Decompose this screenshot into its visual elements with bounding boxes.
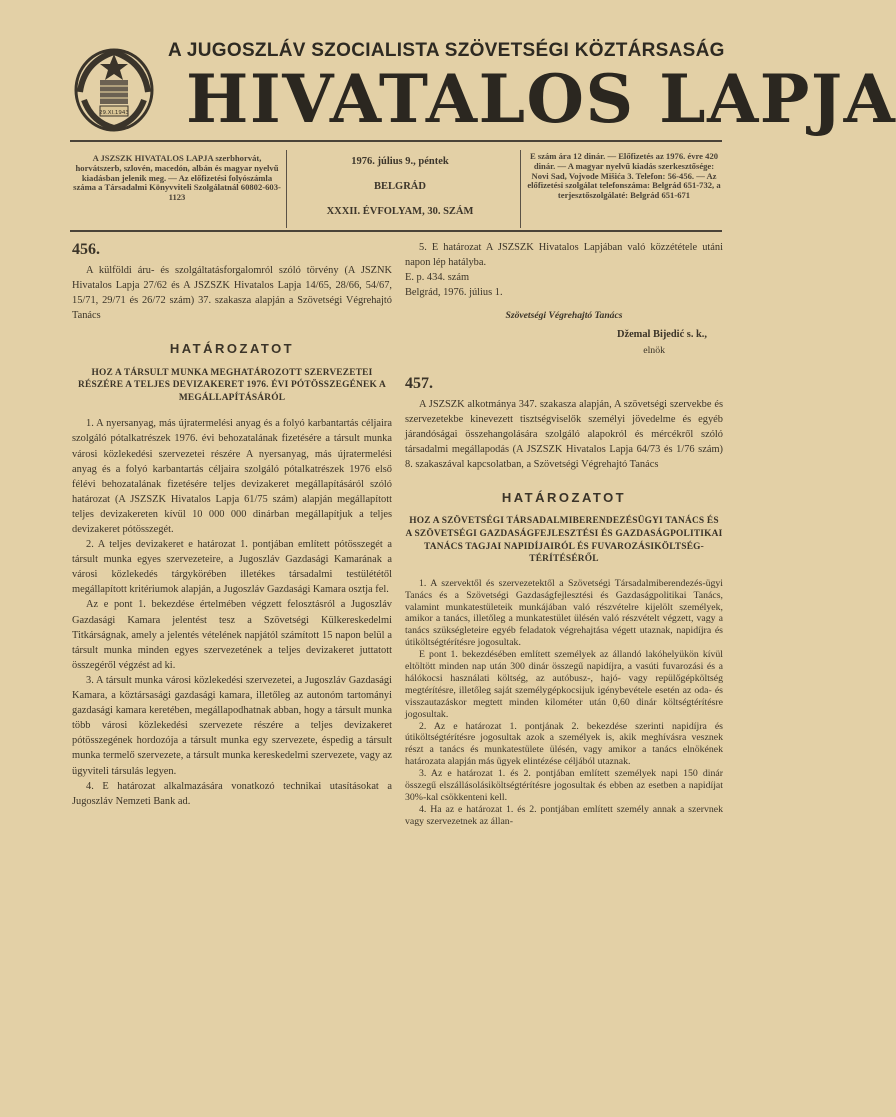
paragraph: 3. A társult munka városi közlekedési szervezetei, a Jugoszláv Gazdasági Kamara, a köztársasági gazdasági kamara, illetőleg az autonóm tartományi gazdasági kamara keretében, megállapodhatnak abban, hogy a társult munka több városi közlekedési szervezete részére a teljes devizakeret pótösszegének hordozója a társult munka egy szervezete, éspedig a társult munka termelő szervezete, a társult munka kereskedelmi szervezete, vagy az ügyviteli társulás legyen. — [72, 674, 392, 777]
decision-heading: HATÁROZATOT — [501, 490, 627, 506]
decision-number: 456. — [72, 241, 100, 258]
paragraph: E pont 1. bekezdésében említett személyek az állandó lakóhelyükön kívül eltöltött minden nap után 300 dinár összegű napidíjra, a vasúti fuvarozási és a hálókocsi használati költség, az autóbusz-, hajó- vagy repülőgépköltség megtérítésre, illetőleg saját személygépkocsijuk igénybevétele esetén az oda- és visszautazáskor megtett minden kilométer után 0,60 dinár költségtérítésre jogosultak. — [405, 649, 723, 720]
paragraph: 3. Az e határozat 1. és 2. pontjában említett személyek napi 150 dinár összegű elszállásolásiköltségtérítésre jogosultak és ebben az esetben a napidíjat 30%-kal csökkenteni kell. — [405, 768, 723, 803]
signature-organization: Szövetségi Végrehajtó Tanács — [505, 310, 623, 322]
issue-number: XXXII. ÉVFOLYAM, 30. SZÁM — [326, 206, 474, 217]
paragraph: 2. A teljes devizakeret e határozat 1. pontjában említett pótösszegét a társult munka egyes szervezeteire, a Jugoszláv Gazdasági Kamarának a városi közlekedés tárgykörében illetékes társadalmi testülététől megállapított kritériumok alapján, a Jugoszláv Gazdasági Kamara osztja fel. — [72, 539, 392, 596]
place-date: Belgrád, 1976. július 1. — [405, 287, 503, 299]
publication-info: A JSZSZK HIVATALOS LAPJA szerbhorvát, horvátszerb, szlovén, macedón, albán és magyar nyelvű kiadásban jelenik meg. — Az előfizetési folyószámla száma a Társadalmi Könyvviteli Szolgálatnál 60802-603-1123 — [73, 153, 281, 203]
header-rule — [70, 230, 722, 232]
right-column — [405, 240, 723, 828]
decision-number: 457. — [405, 374, 433, 392]
emblem-years: 29.XI.1943 — [99, 110, 129, 116]
masthead-rule — [70, 140, 722, 142]
paragraph: Az e pont 1. bekezdése értelmében végzett felosztásról a Jugoszláv Gazdasági Kamara jelentést tesz a Szövetségi Külkereskedelmi Titkárságnak, amely a jelentés vételének napjától számított 15 napon belül a társult munka minden egyes szervezetének a teljes devizakeret juttatott összegéről végzést ad ki. — [72, 599, 392, 671]
header-divider-left — [286, 150, 287, 228]
issue-info — [290, 156, 510, 231]
reference-number: E. p. 434. szám — [405, 272, 470, 284]
paragraph: 5. E határozat A JSZSZK Hivatalos Lapjában való közzététele utáni napon lép hatályba. — [405, 242, 723, 269]
decision-body — [405, 578, 723, 828]
republic-name: A JUGOSZLÁV SZOCIALISTA SZÖVETSÉGI KÖZTÁRSASÁG — [168, 40, 725, 61]
paragraph: 1. A szervektől és szervezetektől a Szövetségi Társadalmiberendezés-ügyi Tanács és a Szövetségi Gazdaságfejlesztési és Gazdaságpolitikai Tanács, valamint munkatestületeik munkájában való részvételre kijelölt személyek, amikor a tanács, illetőleg a munkatestület ülésén való részvételt végzett, vagy a tanács szükségleteire egyéb feladatok végrehajtása végett utaznak, napidíjra és útiköltségtérítésre jogosultak. — [405, 577, 723, 649]
gazette-title: HIVATALOS LAPJA — [186, 60, 896, 138]
issue-date: 1976. július 9., péntek — [351, 156, 449, 167]
signature-name: Džemal Bijedić s. k., — [616, 329, 707, 341]
subscription-info: E szám ára 12 dinár. — Előfizetés az 1976. évre 420 dinár. — A magyar nyelvű kiadás szerkesztősége: Novi Sad, Vojvode Mišića 3. Telefon: 56-456. — Az előfizetési szolgálat telefonszáma: Belgrád 651-732, a terjesztőszolgálaté: Belgrád 651-671 — [527, 151, 721, 201]
paragraph: 4. Ha az e határozat 1. és 2. pontjában említett személy annak a szervnek vagy szervezetnek az állan- — [405, 803, 723, 827]
header-divider-right — [520, 150, 521, 228]
decision-preamble: A külföldi áru- és szolgáltatásforgalomról szóló törvény (A JSZNK Hivatalos Lapja 27/62 és A JSZSZK Hivatalos Lapja 14/65, 28/66, 54/67, 15/71, 29/71 és 26/72 szám) 37. szakasza alapján a Szövetségi Végrehajtó Tanács — [72, 265, 392, 322]
issue-place: BELGRÁD — [374, 181, 426, 192]
left-column — [72, 240, 392, 809]
decision-preamble: A JSZSZK alkotmánya 347. szakasza alapján, A szövetségi szervekbe és szervezetekbe kinevezett tisztségviselők személyi jövedelme és egyéb járandóságai összehangolására szolgáló alapokról és mércékről szóló társadalmi megállapodás (A JSZSZK Hivatalos Lapja 64/73 és 1/76 szám) 8. szakaszával kapcsolatban, a Szövetségi Végrehajtó Tanács — [405, 398, 723, 471]
decision-subtitle: HOZ A TÁRSULT MUNKA MEGHATÁROZOTT SZERVEZETEI RÉSZÉRE A TELJES DEVIZAKERET 1976. ÉVI PÓTÖSSZEGÉNEK A MEGÁLLAPÍTÁSÁRÓL — [78, 367, 386, 403]
decision-heading: HATÁROZATOT — [169, 341, 295, 357]
decision-subtitle: HOZ A SZÖVETSÉGI TÁRSADALMIBERENDEZÉSÜGYI TANÁCS ÉS A SZÖVETSÉGI GAZDASÁGFEJLESZTÉSI ÉS GAZDASÁGPOLITIKAI TANÁCS TAGJAI NAPIDÍJAIRÓL ÉS FUVAROZÁSIKÖLTSÉG-TÉRÍTÉSÉRŐL — [405, 516, 723, 565]
signature-role: elnök — [643, 344, 665, 356]
paragraph: 1. A nyersanyag, más újratermelési anyag és a folyó karbantartás céljaira szolgáló pótalkatrészek 1976. évi behozatalának fizetésére a társult munka városi közlekedési szervezetei részére A nyersanyag, más újratermelési anyag és a folyó karbantartás céljaira szolgáló pótalkatrészek 1976 első félévi behozatalának fizetésére teljes devizakeret megállapításáról szóló határozat (A JSZSZK Hivatalos Lapja 61/75 szám) alapján megállapított teljes devizakereten kívül 10 000 000 dinárban megállapítjuk a teljes devizakeret pótösszegét. — [72, 418, 392, 535]
paragraph: 2. Az e határozat 1. pontjának 2. bekezdése szerinti napidíjra és útiköltségtérítésre jogosultak azok a személyek is, akik meghívásra vesznek részt a tanács és munkatestülete ülésén, vagy amikor a tanács elnökének határozata alapján más ügyek elintézése céljából utaznak. — [405, 720, 723, 768]
coat-of-arms-icon — [70, 42, 158, 132]
paragraph: 4. E határozat alkalmazására vonatkozó technikai utasításokat a Jugoszláv Nemzeti Bank ad. — [72, 780, 392, 807]
